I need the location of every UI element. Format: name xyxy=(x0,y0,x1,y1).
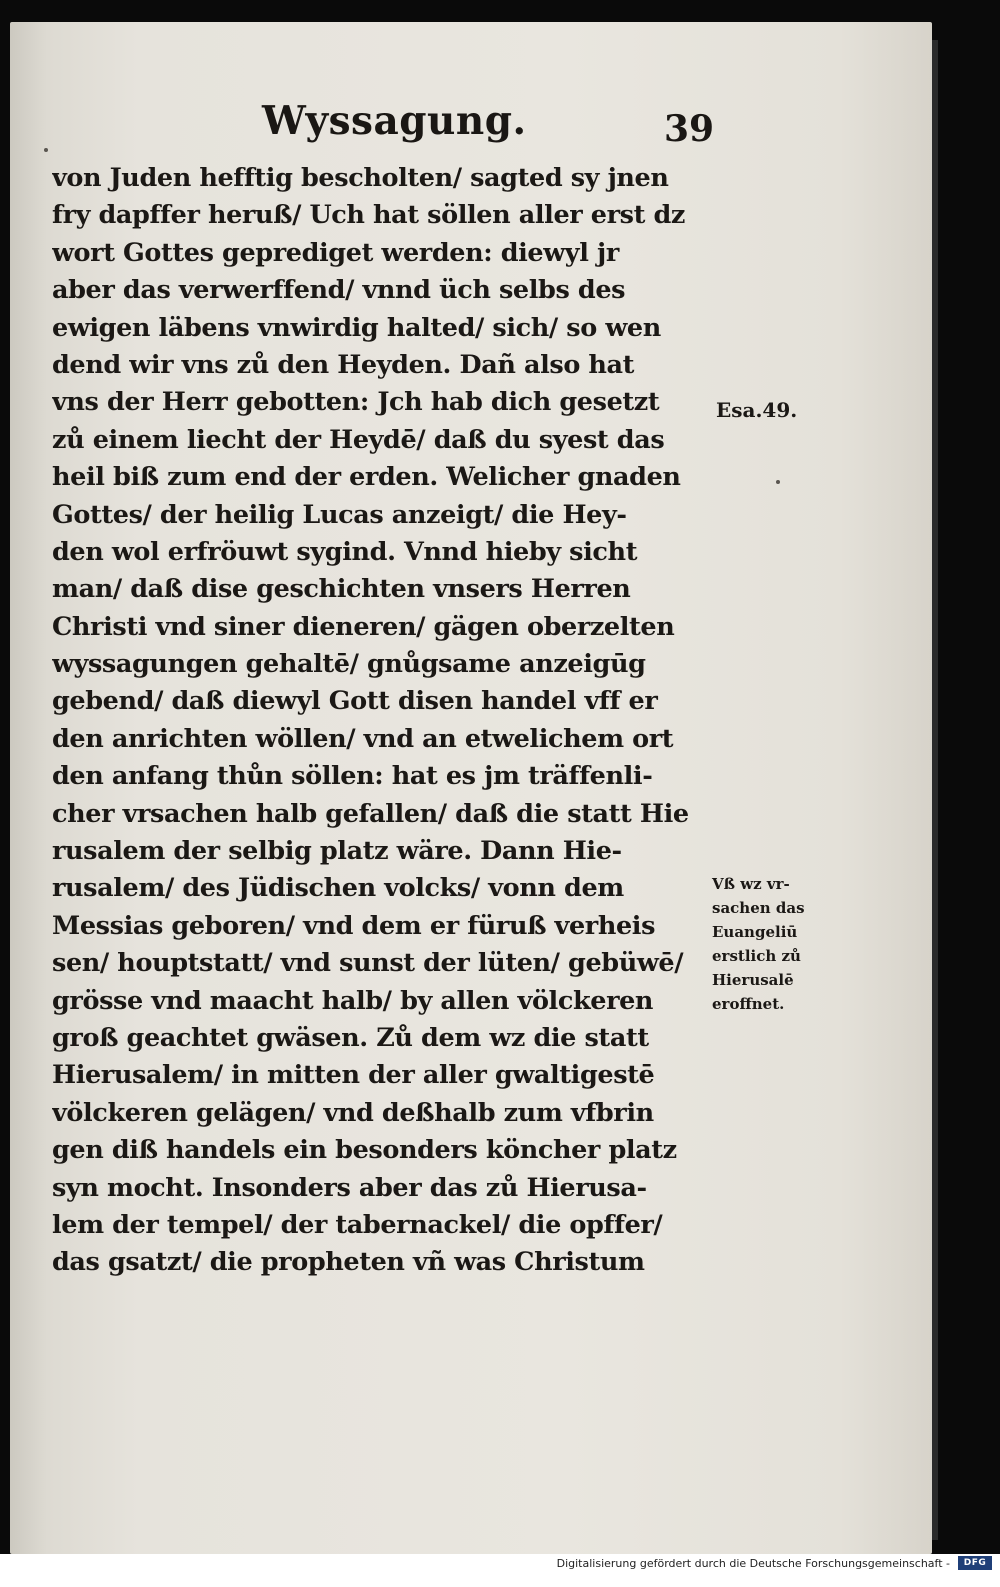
text-line: man/ daß dise geschichten vnsers Herren xyxy=(52,574,631,605)
text-line: Gottes/ der heilig Lucas anzeigt/ die Hey- xyxy=(52,499,627,530)
text-line: cher vrsachen halb gefallen/ daß die statt Hie xyxy=(52,798,689,829)
text-line: das gsatzt/ die propheten vñ was Christum xyxy=(52,1247,645,1278)
dfg-logo: DFG xyxy=(958,1556,992,1570)
margin-note-line: Vß wz vr- xyxy=(712,875,790,893)
text-line: lem der tempel/ der tabernackel/ die opffer/ xyxy=(52,1209,663,1240)
margin-note-line: Euangeliū xyxy=(712,923,798,941)
text-line: Hierusalem/ in mitten der aller gwaltigestē xyxy=(52,1060,655,1091)
ink-speck xyxy=(44,148,48,152)
margin-note-line: Hierusalē xyxy=(712,971,794,989)
text-line: sen/ houptstatt/ vnd sunst der lüten/ gebüwē/ xyxy=(52,948,684,979)
text-line: von Juden hefftig bescholten/ sagted sy jnen xyxy=(52,163,669,193)
text-line: gen diß handels ein besonders köncher platz xyxy=(52,1135,677,1166)
text-line: den wol erfröuwt sygind. Vnnd hieby sicht xyxy=(52,536,638,567)
text-line: vns der Herr gebotten: Jch hab dich gesetzt xyxy=(52,387,660,418)
text-line: zů einem liecht der Heydē/ daß du syest das xyxy=(52,424,665,455)
text-line: ewigen läbens vnwirdig halted/ sich/ so wen xyxy=(52,312,661,343)
text-line: rusalem der selbig platz wäre. Dann Hie- xyxy=(52,836,622,867)
text-line: wort Gottes geprediget werden: diewyl jr xyxy=(52,237,619,268)
text-line: fry dapffer heruß/ Uch hat söllen aller erst dz xyxy=(52,200,685,231)
text-line: wyssagungen gehaltē/ gnůgsame anzeigūg xyxy=(52,649,646,680)
text-line: syn mocht. Insonders aber das zů Hierusa- xyxy=(52,1172,647,1203)
text-line: rusalem/ des Jüdischen volcks/ vonn dem xyxy=(52,873,624,904)
text-line: völckeren gelägen/ vnd deßhalb zum vfbrin xyxy=(52,1097,654,1128)
margin-note-scripture-reference: Esa.49. xyxy=(716,398,798,422)
text-line: dend wir vns zů den Heyden. Dañ also hat xyxy=(52,349,635,380)
text-line: den anfang thůn söllen: hat es jm träffenli- xyxy=(52,761,653,792)
text-line: groß geachtet gwäsen. Zů dem wz die statt xyxy=(52,1022,649,1053)
body-text xyxy=(52,160,712,1282)
page-edge xyxy=(932,40,938,1540)
text-line: gebend/ daß diewyl Gott disen handel vff er xyxy=(52,686,658,717)
text-line: Messias geboren/ vnd dem er füruß verheis xyxy=(52,910,656,941)
ink-speck xyxy=(776,480,780,484)
margin-note-gospel xyxy=(712,872,805,1016)
text-line: heil biß zum end der erden. Welicher gnaden xyxy=(52,462,681,493)
running-head: Wyssagung. xyxy=(262,98,527,144)
page-number: 39 xyxy=(664,108,715,150)
text-line: aber das verwerffend/ vnnd üch selbs des xyxy=(52,275,626,306)
margin-note-line: sachen das xyxy=(712,899,805,917)
funding-credit: Digitalisierung gefördert durch die Deutsche Forschungsgemeinschaft - xyxy=(556,1557,950,1570)
text-line: grösse vnd maacht halb/ by allen völckeren xyxy=(52,985,654,1016)
text-line: Christi vnd siner dieneren/ gägen oberzelten xyxy=(52,611,675,642)
margin-note-line: erstlich zů xyxy=(712,947,801,965)
margin-note-line: eroffnet. xyxy=(712,995,785,1013)
text-line: den anrichten wöllen/ vnd an etwelichem ort xyxy=(52,723,674,754)
